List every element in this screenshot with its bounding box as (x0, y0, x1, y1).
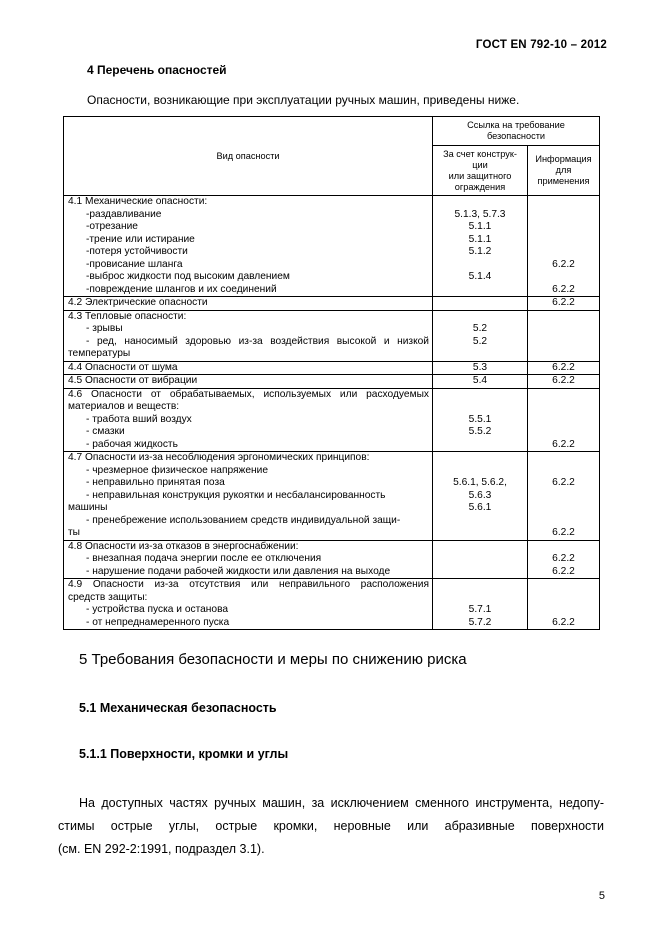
hazard-line: 4.1 Механические опасности: (68, 196, 208, 207)
design-ref-cell (433, 196, 528, 297)
info-ref (528, 465, 599, 478)
info-ref: 6.2.2 (552, 258, 575, 270)
info-ref (528, 323, 599, 336)
hazard-line: ты (68, 527, 80, 538)
info-ref (528, 348, 599, 361)
design-ref (433, 401, 527, 414)
design-ref (433, 579, 527, 592)
section-5-1-1-title: 5.1.1 Поверхности, кромки и углы (79, 747, 289, 761)
standard-header: ГОСТ EN 792-10 – 2012 (475, 39, 607, 51)
design-ref-cell (433, 375, 528, 389)
design-ref: 5.1.4 (468, 271, 492, 282)
design-ref: 5.5.1 (468, 413, 492, 425)
info-ref-cell (528, 310, 600, 361)
ref-group-line: Ссылка на требование (467, 120, 565, 130)
info-ref (528, 414, 599, 427)
design-ref: 5.1.1 (468, 221, 492, 232)
design-ref: 5.6.1 (468, 502, 492, 513)
design-ref-cell (433, 540, 528, 579)
design-ref (433, 297, 527, 310)
hazard-line: -раздавливание (86, 208, 162, 220)
paragraph-line: (см. EN 292-2:1991, подраздел 3.1). (58, 842, 265, 856)
info-ref-cell (528, 375, 600, 389)
design-ref: 5.2 (472, 335, 488, 347)
design-ref: 5.1.2 (468, 246, 492, 257)
hazard-group-row (64, 297, 600, 311)
hazard-line: -провисание шланга (86, 258, 183, 270)
page-number: 5 (598, 890, 605, 902)
hazard-line: -отрезание (86, 221, 138, 232)
hazard-line: -потеря устойчивости (86, 246, 188, 257)
design-header-line: или защитного (448, 170, 512, 181)
hazard-line: -трение или истирание (86, 233, 195, 245)
info-ref (528, 271, 599, 284)
design-ref: 5.7.2 (468, 616, 492, 628)
hazard-group-row (64, 310, 600, 361)
design-ref: 5.6.3 (468, 489, 492, 501)
design-ref: 5.6.1, 5.6.2, (453, 477, 507, 488)
hazard-line: - неправильно принятая поза (86, 477, 225, 488)
info-ref: 6.2.2 (552, 361, 575, 373)
info-ref (528, 336, 599, 349)
hazard-line: 4.2 Электрические опасности (68, 297, 208, 308)
design-ref (433, 465, 527, 478)
hazard-line: 4.9 Опасности из-за отсутствия или неправильного расположения (68, 579, 429, 590)
design-ref-cell (433, 579, 528, 630)
info-ref (528, 502, 599, 515)
hazard-line: - рабочая жидкость (86, 438, 178, 450)
design-ref (433, 389, 527, 402)
info-ref-cell (528, 196, 600, 297)
col-header-info (528, 146, 600, 196)
ref-group-line: безопасности (486, 131, 546, 141)
info-header-line: Информация (535, 154, 592, 164)
info-ref (528, 209, 599, 222)
info-ref (528, 426, 599, 439)
design-ref-cell (433, 297, 528, 311)
hazard-line: 4.4 Опасности от шума (68, 361, 178, 373)
design-header-line: ции (472, 159, 488, 170)
hazard-type-cell (64, 388, 433, 452)
info-ref: 6.2.2 (552, 553, 575, 564)
paragraph-line: На доступных частях ручных машин, за исключением сменного инструмента, недопу- (79, 796, 604, 810)
hazard-line: - чрезмерное физическое напряжение (86, 464, 269, 476)
hazard-line: - неправильная конструкция рукоятки и несбалансированность (86, 489, 386, 501)
design-ref-cell (433, 452, 528, 541)
info-ref (528, 196, 599, 209)
info-ref: 6.2.2 (552, 297, 575, 308)
info-ref (528, 311, 599, 324)
hazard-line: 4.5 Опасности от вибрации (68, 375, 198, 386)
hazard-line: - устройства пуска и останова (86, 604, 229, 615)
info-ref: 6.2.2 (552, 616, 575, 628)
info-ref (528, 515, 599, 528)
info-ref-cell (528, 540, 600, 579)
design-ref-cell (433, 310, 528, 361)
info-ref-cell (528, 388, 600, 452)
hazard-type-cell (64, 579, 433, 630)
hazard-line: - ред, наносимый здоровью из-за воздействия высокой и низкой (86, 335, 429, 347)
hazard-line: - от непреднамеренного пуска (86, 616, 230, 628)
col-header-type: Вид опасности (64, 117, 433, 196)
section-4-intro: Опасности, возникающие при эксплуатации ручных машин, приведены ниже. (87, 93, 520, 107)
section-5-1-title: 5.1 Механическая безопасность (79, 701, 277, 715)
section-5-1-1-paragraph (58, 792, 604, 861)
info-ref: 6.2.2 (552, 527, 575, 538)
info-ref: 6.2.2 (552, 477, 575, 488)
design-ref (433, 527, 527, 540)
hazard-type-cell (64, 361, 433, 375)
design-ref (433, 284, 527, 297)
hazard-line: - тработа вший воздух (86, 413, 192, 425)
info-ref (528, 541, 599, 554)
design-ref (433, 566, 527, 579)
hazard-line: 4.7 Опасности из-за несоблюдения эргономических принципов: (68, 452, 370, 463)
hazard-group-row (64, 388, 600, 452)
design-ref: 5.1.3, 5.7.3 (454, 208, 506, 220)
design-ref: 5.3 (472, 361, 488, 373)
info-header-line: применения (537, 176, 590, 186)
info-ref (528, 221, 599, 234)
design-ref (433, 452, 527, 465)
hazard-line: - пренебрежение использованием средств индивидуальной защи- (86, 514, 401, 526)
hazard-line: 4.3 Тепловые опасности: (68, 310, 187, 322)
table-header-row (64, 117, 600, 146)
design-ref (433, 259, 527, 272)
hazard-group-row (64, 375, 600, 389)
info-header-line: для (555, 165, 572, 175)
col-header-design (433, 146, 528, 196)
info-ref (528, 592, 599, 605)
hazard-group-row (64, 452, 600, 541)
design-ref: 5.5.2 (468, 426, 492, 437)
design-ref (433, 592, 527, 605)
hazard-group-row (64, 361, 600, 375)
hazard-group-row (64, 540, 600, 579)
design-ref: 5.2 (472, 323, 488, 334)
info-ref (528, 579, 599, 592)
section-5-title: 5 Требования безопасности и меры по снижению риска (79, 651, 467, 668)
hazard-line: температуры (68, 348, 131, 359)
info-ref: 6.2.2 (552, 375, 575, 386)
info-ref (528, 234, 599, 247)
info-ref-cell (528, 361, 600, 375)
col-header-ref-group (433, 117, 600, 146)
design-ref: 5.7.1 (468, 604, 492, 615)
info-ref (528, 490, 599, 503)
hazard-line: - смазки (86, 426, 125, 437)
hazard-line: 4.6 Опасности от обрабатываемых, используемых или расходуемых (68, 388, 429, 400)
section-4-title: 4 Перечень опасностей (87, 63, 227, 77)
design-ref: 5.4 (472, 375, 488, 386)
hazard-group-row (64, 196, 600, 297)
design-ref (433, 553, 527, 566)
info-ref (528, 389, 599, 402)
info-ref-cell (528, 452, 600, 541)
design-ref (433, 439, 527, 452)
hazard-table (63, 116, 600, 630)
info-ref-cell (528, 579, 600, 630)
hazard-line: - зрывы (86, 323, 123, 334)
hazard-type-cell (64, 297, 433, 311)
info-ref: 6.2.2 (552, 438, 575, 450)
hazard-line: машины (68, 502, 108, 513)
design-ref (433, 348, 527, 361)
info-ref: 6.2.2 (552, 565, 575, 577)
hazard-type-cell (64, 310, 433, 361)
design-ref (433, 196, 527, 209)
hazard-line: - внезапная подача энергии после ее отключения (86, 553, 322, 564)
hazard-type-cell (64, 375, 433, 389)
design-ref (433, 311, 527, 324)
hazard-group-row (64, 579, 600, 630)
design-ref: 5.1.1 (468, 233, 492, 245)
design-ref-cell (433, 361, 528, 375)
info-ref: 6.2.2 (552, 283, 575, 295)
design-ref (433, 541, 527, 554)
hazard-type-cell (64, 540, 433, 579)
paragraph-line: стимы острые углы, острые кромки, неровные или абразивные поверхности (58, 819, 604, 833)
hazard-line: - нарушение подачи рабочей жидкости или давления на выходе (86, 565, 391, 577)
hazard-line: -выброс жидкости под высоким давлением (86, 271, 290, 282)
info-ref (528, 452, 599, 465)
hazard-type-cell (64, 196, 433, 297)
design-header-line: ограждения (454, 181, 506, 192)
info-ref (528, 246, 599, 259)
hazard-line: средств защиты: (68, 591, 148, 603)
info-ref-cell (528, 297, 600, 311)
info-ref (528, 604, 599, 617)
hazard-line: -повреждение шлангов и их соединений (86, 283, 277, 295)
design-ref-cell (433, 388, 528, 452)
hazard-line: материалов и веществ: (68, 401, 180, 412)
info-ref (528, 401, 599, 414)
hazard-line: 4.8 Опасности из-за отказов в энергоснабжении: (68, 540, 299, 552)
design-ref (433, 515, 527, 528)
design-header-line: За счет конструк- (443, 148, 517, 159)
hazard-type-cell (64, 452, 433, 541)
